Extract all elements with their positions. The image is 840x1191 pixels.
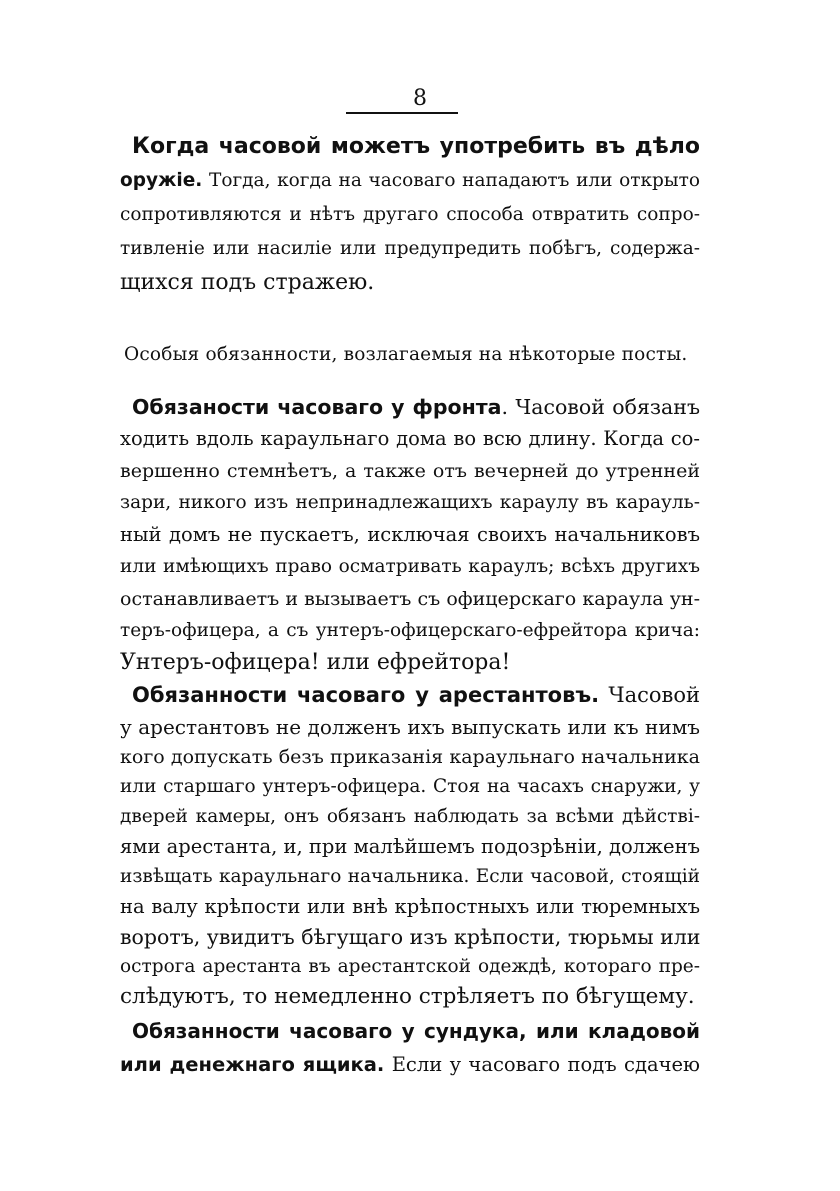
weapon-line-4: щихся подъ стражею. <box>120 270 375 295</box>
weapon-line-3: тивленіе или насиліе или предупредить побѣгъ, содержа- <box>120 238 700 259</box>
prisoners-heading: Обязанности часоваго у арестантовъ. <box>132 683 600 707</box>
weapon-text-1: Тогда, когда на часоваго нападаютъ или открыто <box>202 170 700 191</box>
front-heading: Обязаности часоваго у фронта <box>132 395 502 419</box>
prisoners-line-7: на валу крѣпости или внѣ крѣпостныхъ или тюремныхъ <box>120 895 700 918</box>
weapon-heading: Когда часовой можетъ употребить въ дѣло <box>132 134 700 159</box>
prisoners-line-2: кого допускать безъ приказанія караульнаго начальника <box>120 746 700 768</box>
front-line-5: или имѣющихъ право осматривать караулъ; всѣхъ другихъ <box>120 556 700 577</box>
page-number-rule <box>346 112 458 114</box>
chest-line-1 <box>120 1050 700 1080</box>
front-line-6: останавливаетъ и вызываетъ съ офицерскаго караула ун- <box>120 588 700 610</box>
front-first-line <box>132 392 700 422</box>
weapon-line-1 <box>120 166 700 196</box>
front-line-1: ходить вдоль караульнаго дома во всю длину. Когда со- <box>120 427 700 450</box>
chest-heading-line <box>132 1016 700 1046</box>
prisoners-line-5: ями арестанта, и, при малѣйшемъ подозрѣніи, долженъ <box>120 835 700 858</box>
prisoners-line-9: острога арестанта въ арестантской одеждѣ, котораго пре- <box>120 956 700 977</box>
prisoners-line-8: воротъ, увидитъ бѣгущаго изъ крѣпости, тюрьмы или <box>120 925 701 949</box>
chest-text-1: Если у часоваго подъ сдачею <box>384 1053 700 1076</box>
weapon-line-2: сопротивляются и нѣтъ другаго способа отвратить сопро- <box>120 204 700 225</box>
front-line-3: зари, никого изъ непринадлежащихъ караулу въ карауль- <box>120 492 700 513</box>
front-line-8: Унтеръ-офицера! или ефрейтора! <box>120 650 511 675</box>
special-duties-heading: Особыя обязанности, возлагаемыя на нѣкоторые посты. <box>124 344 688 365</box>
prisoners-first-line <box>132 680 700 710</box>
prisoners-line-1: у арестантовъ не долженъ ихъ выпускать или къ нимъ <box>120 715 700 739</box>
prisoners-text-0: Часовой <box>599 683 700 707</box>
prisoners-line-6: извѣщать караульнаго начальника. Если часовой, стоящій <box>120 866 700 887</box>
front-line-2: вершенно стемнѣетъ, а также отъ вечерней до утренней <box>120 460 700 482</box>
weapon-heading-cont: оружіе. <box>120 170 203 191</box>
page-number: 8 <box>413 86 427 111</box>
chest-heading-cont: или денежнаго ящика. <box>120 1053 385 1076</box>
front-line-7: теръ-офицера, а съ унтеръ-офицерскаго-ефрейтора крича: <box>120 620 700 641</box>
prisoners-line-4: дверей камеры, онъ обязанъ наблюдать за всѣми дѣйстві- <box>120 806 700 827</box>
prisoners-line-10: слѣдуютъ, то немедленно стрѣляетъ по бѣгущему. <box>120 984 695 1009</box>
chest-heading: Обязанности часоваго у сундука, или кладовой <box>132 1019 700 1043</box>
weapon-heading-line <box>132 132 700 162</box>
prisoners-line-3: или старшаго унтеръ-офицера. Стоя на часахъ снаружи, у <box>120 776 700 797</box>
front-text-0: . Часовой обязанъ <box>501 395 700 419</box>
front-line-4: ный домъ не пускаетъ, исключая своихъ начальниковъ <box>120 523 700 546</box>
